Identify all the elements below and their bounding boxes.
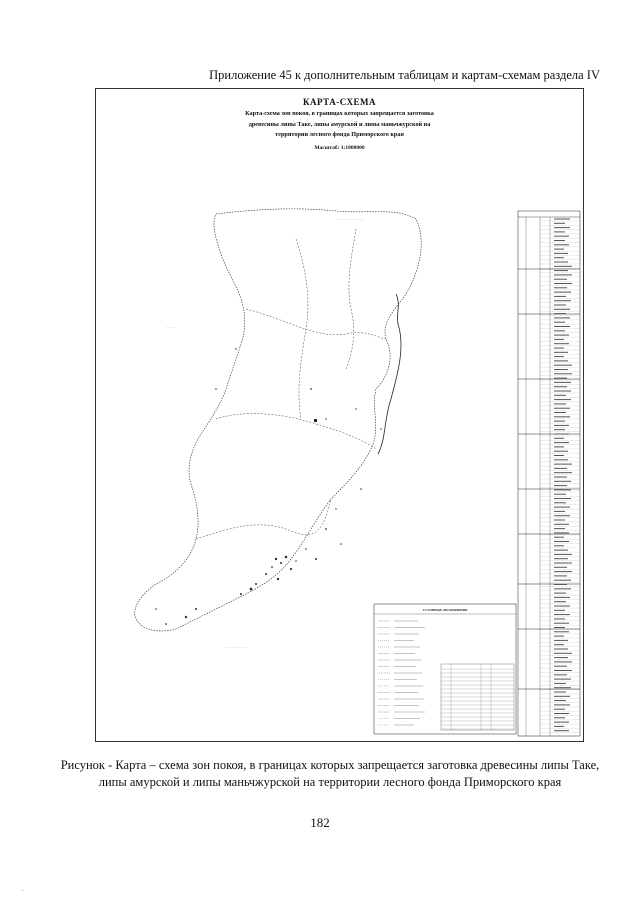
table-cell-mark [554,244,569,245]
table-cell-mark [554,425,569,426]
table-cell-mark [554,451,568,452]
table-cell-mark [554,567,567,568]
table-cell-mark [554,300,571,301]
table-cell-mark [554,335,569,336]
map-frame [95,88,584,742]
table-cell-mark [554,618,565,619]
table-cell-mark [554,661,572,662]
table-cell-mark [554,391,571,392]
table-cell-mark [554,717,565,718]
table-cell-mark [554,322,565,323]
table-cell-mark [554,412,566,413]
table-cell-mark [554,287,567,288]
table-cell-mark [554,528,565,529]
table-cell-mark [554,653,572,654]
table-cell-mark [554,627,565,628]
table-cell-mark [554,279,567,280]
table-cell-mark [554,502,566,503]
table-cell-mark [554,683,566,684]
table-cell-mark [554,438,564,439]
table-cell-mark [554,713,569,714]
table-cell-mark [554,550,568,551]
legend-title: УСЛОВНЫЕ ОБОЗНАЧЕНИЯ [422,608,468,612]
table-cell-mark [554,601,566,602]
table-cell-mark [554,240,565,241]
map-subtitle: Карта-схема зон покоя, в границах которых запрещается заготовка древесины липы Таке, липы амурской и липы маньчжурской на территории лесного фонда Приморского края [245,110,434,138]
table-cell-mark [554,541,569,542]
table-cell-mark [554,670,572,671]
map-label: · · · · · · · · · · · · · [336,218,364,222]
table-cell-mark [554,636,564,637]
table-cell-mark [554,666,567,667]
table-cell-mark [554,485,567,486]
table-cell-mark [554,446,564,447]
speck [22,890,23,891]
table-cell-mark [554,477,567,478]
table-cell-mark [554,494,566,495]
table-cell-mark [554,554,572,555]
forest-fragments [155,348,381,625]
region-outline [135,209,422,631]
table-cell-mark [554,339,564,340]
legend-box [374,604,516,734]
table-cell-mark [554,610,565,611]
table-cell-mark [554,545,564,546]
table-cell-mark [554,253,568,254]
table-cell-mark [554,687,571,688]
table-cell-mark [554,309,570,310]
table-cell-mark [554,511,565,512]
table-cell-mark [554,317,570,318]
table-cell-mark [554,674,567,675]
table-cell-mark [554,575,567,576]
table-cell-mark [554,266,572,267]
table-cell-mark [554,537,564,538]
table-cell-mark [554,468,567,469]
table-cell-mark [554,722,569,723]
district-boundary [296,239,308,419]
table-cell-mark [554,726,564,727]
table-cell-mark [554,563,572,564]
table-cell-mark [554,657,568,658]
table-cell-mark [554,640,568,641]
table-cell-mark [554,692,566,693]
table-cell-mark [554,464,572,465]
table-cell-mark [554,360,568,361]
table-cell-mark [554,305,566,306]
border-line [378,294,401,454]
table-cell-mark [554,352,568,353]
table-cell-mark [554,644,564,645]
table-cell-mark [554,227,570,228]
district-boundary [346,229,356,369]
table-cell-mark [554,498,571,499]
table-cell-mark [554,270,568,271]
map-label: · · · · [166,326,174,330]
table-cell-mark [554,455,564,456]
table-cell-mark [554,649,568,650]
table-cell-mark [554,249,564,250]
district-boundary [246,309,386,339]
table-cell-mark [554,524,569,525]
table-cell-mark [554,262,568,263]
table-cell-mark [554,395,566,396]
table-cell-mark [554,515,570,516]
table-cell-mark [554,489,571,490]
table-cell-mark [554,679,571,680]
table-cell-mark [554,231,565,232]
table-cell-mark [554,434,569,435]
map-title: КАРТА-СХЕМА [303,97,376,107]
table-cell-mark [554,292,571,293]
table-cell-mark [554,348,564,349]
appendix-header: Приложение 45 к дополнительным таблицам и картам-схемам раздела IV [209,68,600,82]
table-cell-mark [554,326,570,327]
table-cell-mark [554,373,572,374]
table-cell-mark [554,696,570,697]
table-cell-mark [554,593,566,594]
table-cell-mark [554,283,572,284]
table-cell-mark [554,274,572,275]
table-cell-mark [554,399,571,400]
table-cell-mark [554,580,571,581]
table-cell-mark [554,442,569,443]
table-cell-mark [554,386,567,387]
table-cell-mark [554,704,570,705]
map-drawing [96,89,583,741]
table-cell-mark [554,459,568,460]
district-table [518,211,580,736]
table-cell-mark [554,597,570,598]
table-cell-mark [554,343,569,344]
table-cell-mark [554,219,570,220]
table-cell-mark [554,520,565,521]
table-cell-mark [554,408,570,409]
table-cell-mark [554,700,566,701]
table-cell-mark [554,403,566,404]
table-cell-mark [554,257,564,258]
table-cell-mark [554,382,571,383]
map-scale: Масштаб: 1:1000000 [314,144,365,151]
table-cell-mark [554,330,565,331]
table-cell-mark [554,421,565,422]
page-number: 182 [310,815,330,830]
table-cell-mark [554,631,569,632]
table-cell-mark [554,378,567,379]
table-cell-mark [554,223,565,224]
table-cell-mark [554,313,566,314]
table-cell-mark [554,709,565,710]
table-cell-mark [554,236,569,237]
table-cell-mark [554,606,570,607]
table-cell-mark [554,507,570,508]
figure-caption: Рисунок - Карта – схема зон покоя, в границах которых запрещается заготовка древесины липы Таке, липы амурской и липы маньчжурской на территории лесного фонда Приморского края [60,758,600,789]
table-cell-mark [554,356,564,357]
table-cell-mark [554,558,568,559]
table-cell-mark [554,730,569,731]
map-label: · · · · · · · · · · [226,646,248,650]
table-cell-mark [554,481,571,482]
table-cell-mark [554,584,567,585]
district-boundary [196,499,331,539]
table-cell-mark [554,614,570,615]
table-cell-mark [554,416,570,417]
table-cell-mark [554,571,572,572]
table-cell-mark [554,472,572,473]
table-cell-mark [554,588,571,589]
district-boundary [216,414,376,449]
table-cell-mark [554,369,568,370]
table-cell-mark [554,623,569,624]
table-cell-mark [554,365,572,366]
table-cell-mark [554,532,569,533]
table-cell-mark [554,296,566,297]
marker [314,419,317,422]
table-cell-mark [554,429,565,430]
